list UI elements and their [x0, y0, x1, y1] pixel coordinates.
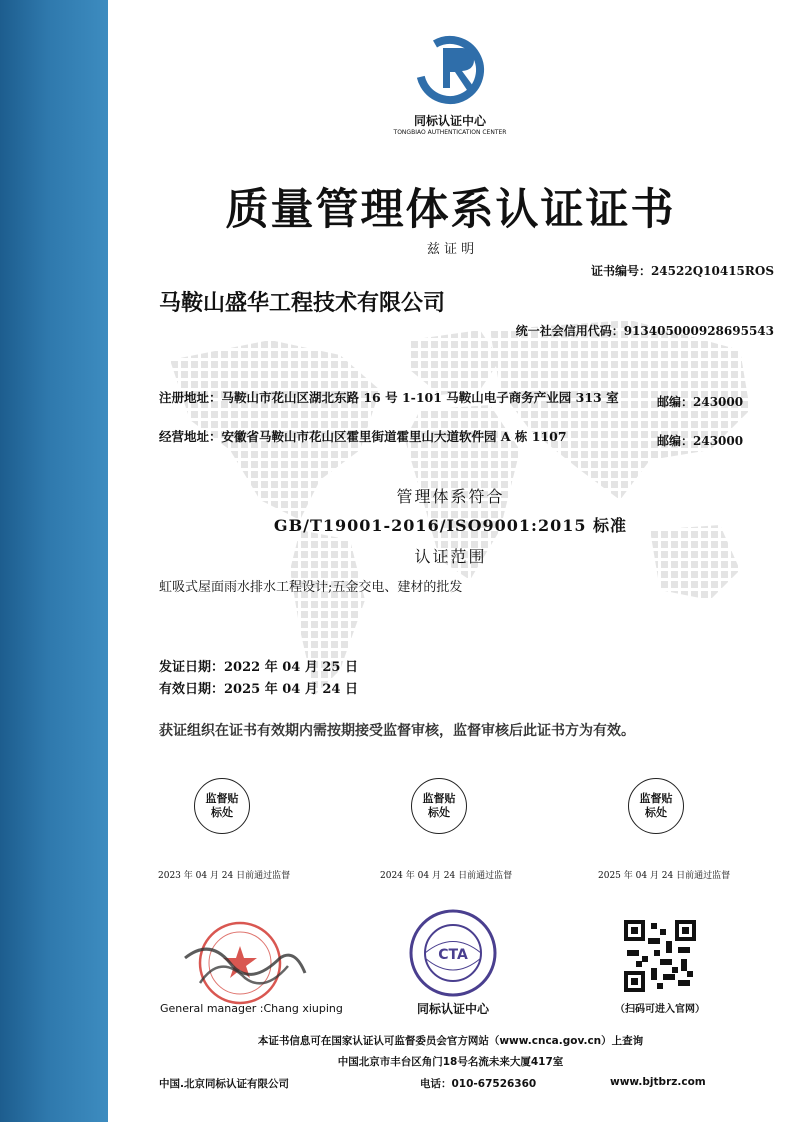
supervision-stamp-2025	[628, 778, 684, 834]
company-name: 马鞍山盛华工程技术有限公司	[159, 290, 446, 316]
center-seal-label: 同标认证中心	[416, 1002, 489, 1016]
footer-line2: 中国北京市丰台区角门18号名流未来大厦417室	[337, 1056, 564, 1068]
logo-text: 同标认证中心	[413, 114, 486, 128]
standard: GB/T19001-2016/ISO9001:2015 标准	[273, 516, 628, 535]
supervision-stamp-2024	[411, 778, 467, 834]
supervision-label: 监督贴	[422, 792, 456, 805]
certificate-subtitle: 兹 证 明	[426, 242, 475, 257]
supervision-date-2025: 2025 年 04 月 24 日前通过监督	[598, 871, 731, 881]
supervision-label: 标处	[428, 806, 450, 819]
svg-text:CTA: CTA	[438, 947, 468, 963]
logo-subtext: TONGBIAO AUTHENTICATION CENTER	[393, 129, 507, 136]
side-bar	[0, 0, 108, 1122]
registered-postcode: 邮编：243000	[657, 395, 744, 409]
supervision-stamp-2023	[194, 778, 250, 834]
red-seal-icon	[170, 918, 320, 1008]
supervision-label: 监督贴	[639, 792, 673, 805]
supervision-date-2024: 2024 年 04 月 24 日前通过监督	[380, 871, 513, 881]
supervision-label: 监督贴	[205, 792, 239, 805]
cta-seal-icon	[403, 908, 503, 998]
footer-line1: 本证书信息可在国家认证认可监督委员会官方网站（www.cnca.gov.cn）上查询	[257, 1035, 644, 1047]
scope-text: 虹吸式屋面雨水排水工程设计;五金交电、建材的批发	[159, 580, 463, 595]
footer-phone: 电话：010-67526360	[420, 1078, 537, 1090]
supervision-label: 标处	[211, 806, 233, 819]
footer-website: www.bjtbrz.com	[610, 1076, 706, 1088]
signature-text: General manager :Chang xiuping	[160, 1002, 343, 1015]
supervision-date-2023: 2023 年 04 月 24 日前通过监督	[158, 871, 291, 881]
notice-text: 获证组织在证书有效期内需按期接受监督审核，监督审核后此证书方为有效。	[159, 723, 635, 739]
cr-logo-icon	[410, 30, 490, 110]
qr-code-icon	[624, 920, 696, 992]
qr-caption: （扫码可进入官网）	[615, 1004, 705, 1015]
operating-postcode: 邮编：243000	[657, 434, 744, 448]
certificate-number: 证书编号：24522Q10415ROS	[590, 264, 774, 278]
valid-date: 有效日期：2025 年 04 月 24 日	[159, 682, 358, 697]
issue-date: 发证日期：2022 年 04 月 25 日	[159, 660, 358, 675]
certificate-title: 质量管理体系认证证书	[225, 185, 676, 235]
credit-code: 统一社会信用代码：913405000928695543	[515, 324, 774, 338]
scope-heading: 认证范围	[414, 547, 487, 566]
footer-company: 中国.北京同标认证有限公司	[159, 1078, 289, 1090]
operating-address: 经营地址：安徽省马鞍山市花山区霍里街道霍里山大道软件园 A 栋 1107	[159, 429, 567, 444]
conform-heading: 管理体系符合	[396, 487, 505, 506]
registered-address: 注册地址：马鞍山市花山区湖北东路 16 号 1-101 马鞍山电子商务产业园 313 室	[159, 390, 619, 405]
supervision-label: 标处	[645, 806, 667, 819]
